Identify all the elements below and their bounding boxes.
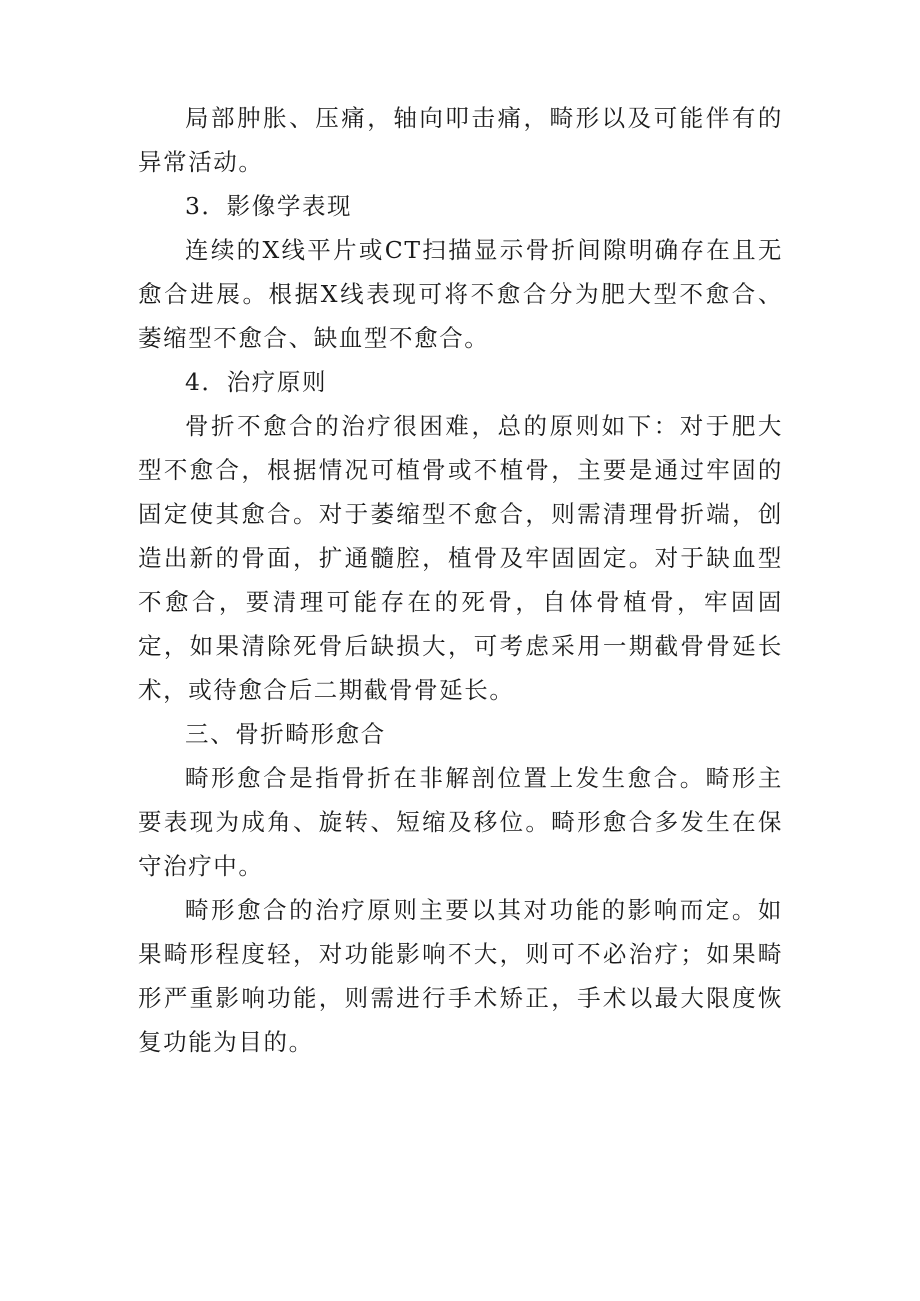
heading-malunion: 三、骨折畸形愈合 [185,720,386,748]
paragraph-malunion-definition: 畸形愈合是指骨折在非解剖位置上发生愈合。畸形主要表现为成角、旋转、短缩及移位。畸形愈合多发生在保守治疗中。 [138,764,783,880]
paragraph-treatment: 骨折不愈合的治疗很困难，总的原则如下：对于肥大型不愈合，根据情况可植骨或不植骨，主要是通过牢固的固定使其愈合。对于萎缩型不愈合，则需清理骨折端，创造出新的骨面，扩通髓腔，植骨及牢固固定。对于缺血型不愈合，要清理可能存在的死骨，自体骨植骨，牢固固定，如果清除死骨后缺损大，可考虑采用一期截骨骨延长术，或待愈合后二期截骨骨延长。 [138,412,783,704]
heading-imaging: 3．影像学表现 [185,192,353,220]
heading-treatment-principles: 4．治疗原则 [185,368,328,396]
paragraph-malunion-treatment: 畸形愈合的治疗原则主要以其对功能的影响而定。如果畸形程度轻，对功能影响不大，则可不必治疗；如果畸形严重影响功能，则需进行手术矫正，手术以最大限度恢复功能为目的。 [138,896,783,1056]
document-body [138,96,783,1064]
paragraph-imaging: 连续的X线平片或CT扫描显示骨折间隙明确存在且无愈合进展。根据X线表现可将不愈合分为肥大型不愈合、萎缩型不愈合、缺血型不愈合。 [138,236,783,352]
paragraph-symptoms: 局部肿胀、压痛，轴向叩击痛，畸形以及可能伴有的异常活动。 [138,104,783,176]
